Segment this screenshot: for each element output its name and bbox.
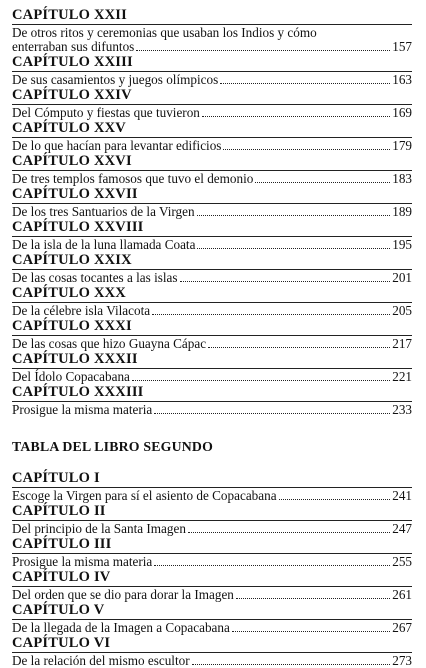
toc-entry: [12, 55, 412, 87]
toc-entry: [12, 121, 412, 153]
toc-entry: [12, 471, 412, 503]
chapter-title: [12, 271, 412, 285]
dot-leader: [197, 215, 391, 216]
chapter-title-last-line: [12, 106, 412, 120]
dot-leader: [152, 314, 390, 315]
chapter-title-last-line: [12, 40, 412, 54]
toc-entry: [12, 537, 412, 569]
chapter-title-line: De otros ritos y ceremonias que usaban los Indios y cómo: [12, 25, 317, 40]
chapter-title-last-line: [12, 205, 412, 219]
toc-entry: [12, 8, 412, 54]
chapter-title-last-line: [12, 588, 412, 602]
page-number: 217: [392, 336, 412, 351]
chapter-title-last-line: [12, 403, 412, 417]
chapter-title: [12, 654, 412, 668]
toc-entry: [12, 603, 412, 635]
chapter-title: [12, 139, 412, 153]
dot-leader: [208, 347, 390, 348]
chapter-title: [12, 106, 412, 120]
chapter-title-last-line: [12, 489, 412, 503]
toc-entry: [12, 636, 412, 668]
page-number: 195: [392, 237, 412, 252]
chapter-title: [12, 522, 412, 536]
dot-leader: [154, 565, 390, 566]
chapter-heading: CAPÍTULO XXIV: [12, 87, 132, 103]
page-number: 163: [392, 72, 412, 87]
toc-entry: [12, 154, 412, 186]
dot-leader: [154, 413, 390, 414]
chapter-heading: CAPÍTULO XXXI: [12, 318, 132, 334]
dot-leader: [279, 499, 391, 500]
chapter-heading: CAPÍTULO XXX: [12, 285, 126, 301]
chapter-heading: CAPÍTULO II: [12, 503, 106, 519]
page-number: 179: [392, 138, 412, 153]
chapter-heading: CAPÍTULO V: [12, 602, 105, 618]
chapter-heading: CAPÍTULO XXVII: [12, 186, 138, 202]
chapter-title: [12, 238, 412, 252]
toc-entry: [12, 187, 412, 219]
book-one-toc: [12, 8, 412, 417]
page-number: 233: [392, 402, 412, 417]
chapter-heading: CAPÍTULO XXIX: [12, 252, 132, 268]
page-number: 241: [392, 488, 412, 503]
chapter-title-line: De sus casamientos y juegos olímpicos: [12, 72, 219, 87]
chapter-title: [12, 621, 412, 635]
book-two-toc: [12, 471, 412, 668]
dot-leader: [136, 50, 390, 51]
page-number: 169: [392, 105, 412, 120]
toc-entry: [12, 319, 412, 351]
toc-entry: [12, 570, 412, 602]
dot-leader: [192, 664, 391, 665]
chapter-title-last-line: [12, 172, 412, 186]
chapter-title-line: Del Ídolo Copacabana: [12, 369, 130, 384]
chapter-title-last-line: [12, 522, 412, 536]
chapter-heading: CAPÍTULO III: [12, 536, 112, 552]
chapter-title-line: De la isla de la luna llamada Coata: [12, 237, 196, 252]
toc-entry: [12, 504, 412, 536]
toc-entry: [12, 385, 412, 417]
chapter-title-line: De lo que hacían para levantar edificios: [12, 138, 222, 153]
dot-leader: [197, 248, 390, 249]
dot-leader: [132, 380, 390, 381]
chapter-title: [12, 489, 412, 503]
chapter-title-last-line: [12, 370, 412, 384]
chapter-heading: CAPÍTULO XXXIII: [12, 384, 144, 400]
chapter-title-last-line: [12, 555, 412, 569]
chapter-title-line: De tres templos famosos que tuvo el demonio: [12, 171, 254, 186]
chapter-title: [12, 205, 412, 219]
chapter-title-line: enterraban sus difuntos: [12, 39, 135, 54]
chapter-heading: CAPÍTULO XXV: [12, 120, 126, 136]
chapter-title: [12, 403, 412, 417]
chapter-title-line: De la célebre isla Vilacota: [12, 303, 151, 318]
dot-leader: [220, 83, 390, 84]
chapter-heading: CAPÍTULO XXVIII: [12, 219, 144, 235]
chapter-title-last-line: [12, 621, 412, 635]
dot-leader: [232, 631, 390, 632]
toc-entry: [12, 253, 412, 285]
page-number: 247: [392, 521, 412, 536]
toc-entry: [12, 220, 412, 252]
chapter-title: [12, 172, 412, 186]
page-number: 273: [392, 653, 412, 668]
page-number: 157: [392, 39, 412, 54]
chapter-heading: CAPÍTULO XXXII: [12, 351, 138, 367]
chapter-title-last-line: [12, 654, 412, 668]
chapter-title: [12, 26, 412, 54]
chapter-title-last-line: [12, 337, 412, 351]
chapter-title-line: Del principio de la Santa Imagen: [12, 521, 186, 536]
toc-entry: [12, 286, 412, 318]
chapter-heading: CAPÍTULO VI: [12, 635, 111, 651]
chapter-title: [12, 588, 412, 602]
chapter-heading: CAPÍTULO XXII: [12, 7, 127, 23]
chapter-title: [12, 370, 412, 384]
chapter-heading: CAPÍTULO I: [12, 470, 100, 486]
page-number: 205: [392, 303, 412, 318]
toc-entry: [12, 88, 412, 120]
dot-leader: [188, 532, 390, 533]
chapter-title-last-line: [12, 73, 412, 87]
chapter-title-line: De los tres Santuarios de la Virgen: [12, 204, 195, 219]
chapter-title-line: De las cosas que hizo Guayna Cápac: [12, 336, 207, 351]
section-title: TABLA DEL LIBRO SEGUNDO: [12, 439, 214, 454]
dot-leader: [180, 281, 391, 282]
chapter-title-line: Escoge la Virgen para sí el asiento de Copacabana: [12, 488, 277, 503]
dot-leader: [223, 149, 390, 150]
chapter-title-last-line: [12, 271, 412, 285]
chapter-heading: CAPÍTULO XXIII: [12, 54, 133, 70]
dot-leader: [255, 182, 390, 183]
page-number: 221: [392, 369, 412, 384]
chapter-title-line: De la llegada de la Imagen a Copacabana: [12, 620, 230, 635]
chapter-title-line: Del Cómputo y fiestas que tuvieron: [12, 105, 200, 120]
page-number: 255: [392, 554, 412, 569]
toc-entry: [12, 352, 412, 384]
dot-leader: [236, 598, 390, 599]
chapter-title: [12, 304, 412, 318]
chapter-heading: CAPÍTULO IV: [12, 569, 111, 585]
chapter-title: [12, 555, 412, 569]
page-number: 189: [392, 204, 412, 219]
chapter-title-line: Prosigue la misma materia: [12, 402, 153, 417]
chapter-title-line: De las cosas tocantes a las islas: [12, 270, 178, 285]
dot-leader: [202, 116, 390, 117]
page-number: 183: [392, 171, 412, 186]
page-number: 201: [392, 270, 412, 285]
chapter-title-last-line: [12, 304, 412, 318]
chapter-title-last-line: [12, 238, 412, 252]
chapter-title-line: De la relación del mismo escultor: [12, 653, 190, 668]
chapter-title: [12, 73, 412, 87]
chapter-heading: CAPÍTULO XXVI: [12, 153, 132, 169]
chapter-title: [12, 337, 412, 351]
chapter-title-line: Prosigue la misma materia: [12, 554, 153, 569]
page-number: 261: [392, 587, 412, 602]
chapter-title-last-line: [12, 139, 412, 153]
chapter-title-line: Del orden que se dio para dorar la Imagen: [12, 587, 234, 602]
page-number: 267: [392, 620, 412, 635]
